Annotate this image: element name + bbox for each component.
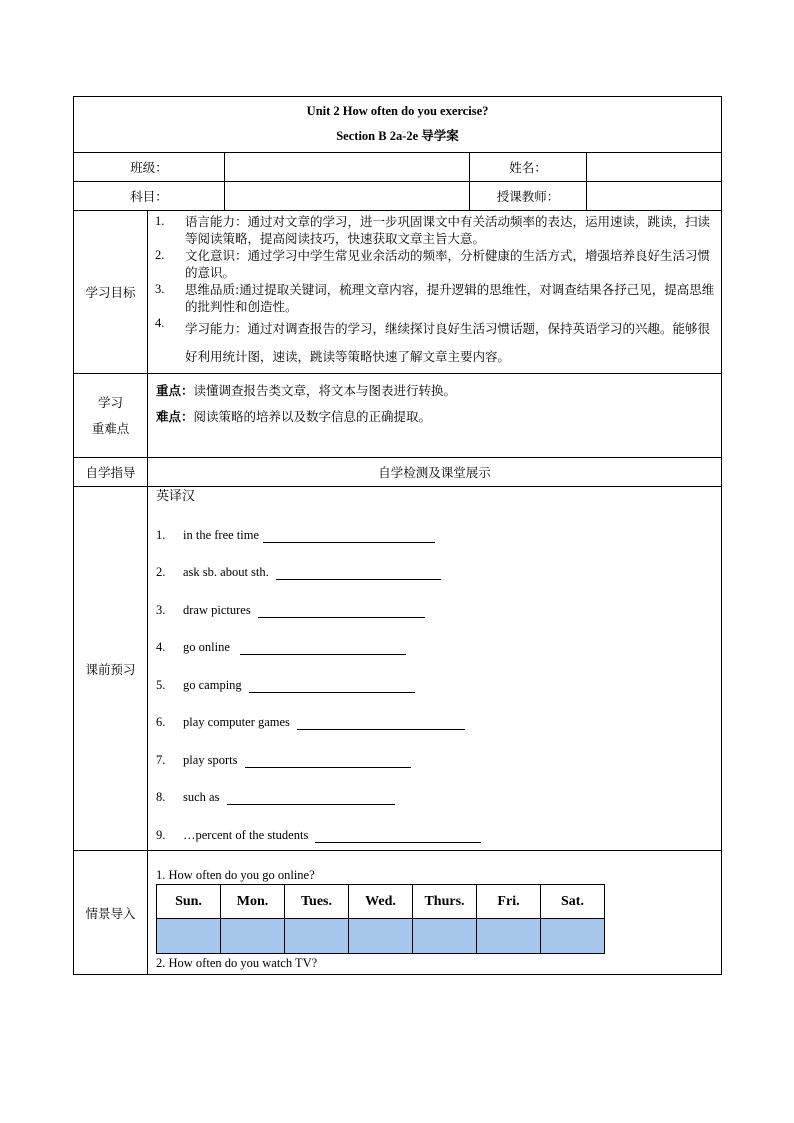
item-text: ask sb. about sth.	[183, 565, 272, 579]
class-label: 班级：	[74, 153, 225, 182]
item-text: go online	[183, 640, 237, 654]
preview-heading: 英译汉	[156, 489, 196, 504]
subject-field[interactable]	[225, 182, 470, 211]
preview-item	[156, 580, 713, 618]
goals-label: 学习目标	[74, 211, 148, 374]
subject-label: 科目：	[74, 182, 225, 211]
goal-item	[148, 281, 721, 315]
weekday-table	[156, 884, 605, 954]
day-cell[interactable]	[349, 919, 413, 954]
focus-text: 读懂调查报告类文章，将文本与图表进行转换。	[193, 383, 457, 398]
answer-blank[interactable]	[263, 530, 435, 543]
item-text: play sports	[183, 752, 241, 767]
day-header: Sun.	[157, 885, 221, 919]
item-number: 6.	[156, 715, 166, 729]
goals-content	[148, 211, 722, 374]
preview-label: 课前预习	[74, 487, 148, 851]
day-cell[interactable]	[477, 919, 541, 954]
teacher-label: 授课教师：	[470, 182, 587, 211]
item-number: 7.	[156, 752, 166, 767]
preview-item	[156, 655, 713, 693]
preview-item	[156, 768, 713, 806]
name-field[interactable]	[587, 153, 722, 182]
question-1: 1. How often do you go online?	[156, 868, 315, 882]
goal-item	[148, 247, 721, 281]
answer-blank[interactable]	[315, 830, 481, 843]
answer-blank[interactable]	[249, 680, 415, 693]
item-text: such as	[183, 790, 223, 804]
preview-item	[156, 730, 713, 768]
difficulty-label: 难点：	[156, 409, 194, 424]
answer-blank[interactable]	[276, 567, 441, 580]
item-number: 9.	[156, 827, 166, 842]
keypoints-label-line-1: 学习	[97, 394, 123, 410]
day-cell[interactable]	[221, 919, 285, 954]
keypoints-content	[148, 374, 722, 458]
scene-content	[148, 851, 722, 975]
preview-item	[156, 693, 713, 731]
difficulty-text: 阅读策略的培养以及数字信息的正确提取。	[193, 409, 432, 424]
goals-list	[148, 213, 721, 371]
worksheet-table	[73, 96, 722, 975]
name-label: 姓名：	[470, 153, 587, 182]
answer-blank[interactable]	[245, 755, 411, 768]
goal-text: 学习能力：通过对调查报告的学习，继续探讨良好生活习惯话题，保持英语学习的兴趣。能够很好利用统计图，速读，跳读等策略快速了解文章主要内容。	[185, 321, 711, 364]
worksheet-title	[74, 97, 722, 153]
item-text: go camping	[183, 677, 245, 692]
item-text: draw pictures	[183, 602, 254, 617]
keypoints-label	[74, 374, 148, 458]
answer-blank[interactable]	[258, 605, 425, 618]
day-cell[interactable]	[413, 919, 477, 954]
preview-item	[156, 805, 713, 843]
goal-item	[148, 315, 721, 371]
goal-item	[148, 213, 721, 247]
item-number: 3.	[156, 602, 166, 617]
item-text: play computer games	[183, 715, 294, 729]
goal-number: 4.	[155, 316, 165, 330]
guide-label: 自学指导	[74, 458, 148, 487]
preview-item	[156, 505, 713, 543]
item-text: …percent of the students	[183, 827, 312, 842]
answer-blank[interactable]	[297, 717, 465, 730]
scene-label: 情景导入	[74, 851, 148, 975]
goal-text: 语言能力：通过对文章的学习，进一步巩固课文中有关活动频率的表达，运用速读，跳读，扫读等阅读策略，提高阅读技巧，快速获取文章主旨大意。	[185, 214, 711, 246]
item-number: 4.	[156, 640, 166, 654]
day-header: Mon.	[221, 885, 285, 919]
keypoints-label-line-2: 重难点	[91, 420, 130, 436]
item-number: 1.	[156, 527, 166, 542]
answer-blank[interactable]	[240, 642, 406, 655]
answer-blank[interactable]	[227, 792, 395, 805]
day-cell[interactable]	[285, 919, 349, 954]
preview-item	[156, 618, 713, 656]
goal-number: 2.	[155, 248, 165, 262]
item-number: 5.	[156, 677, 166, 692]
day-header: Sat.	[541, 885, 605, 919]
question-2: 2. How often do you watch TV?	[156, 956, 318, 970]
focus-label: 重点：	[156, 383, 194, 398]
preview-content	[148, 487, 722, 851]
day-cell[interactable]	[157, 919, 221, 954]
goal-text: 思维品质:通过提取关键词，梳理文章内容，提升逻辑的思维性，对调查结果各抒己见，提高思维的批判性和创造性。	[185, 282, 715, 314]
class-field[interactable]	[225, 153, 470, 182]
goal-text: 文化意识：通过学习中学生常见业余活动的频率，分析健康的生活方式，增强培养良好生活习惯的意识。	[185, 248, 711, 280]
title-line-2: Section B 2a-2e 导学案	[336, 129, 459, 143]
guide-header: 自学检测及课堂展示	[148, 458, 722, 487]
day-header: Fri.	[477, 885, 541, 919]
preview-item	[156, 543, 713, 581]
day-header: Thurs.	[413, 885, 477, 919]
goal-number: 3.	[155, 282, 165, 296]
title-line-1: Unit 2 How often do you exercise?	[306, 104, 489, 118]
goal-number: 1.	[155, 214, 165, 228]
item-text: in the free time	[183, 527, 260, 542]
focus-row	[156, 378, 713, 404]
teacher-field[interactable]	[587, 182, 722, 211]
day-header: Wed.	[349, 885, 413, 919]
item-number: 8.	[156, 790, 166, 804]
item-number: 2.	[156, 565, 166, 579]
worksheet	[73, 96, 721, 975]
day-header: Tues.	[285, 885, 349, 919]
difficulty-row	[156, 404, 713, 430]
day-cell[interactable]	[541, 919, 605, 954]
